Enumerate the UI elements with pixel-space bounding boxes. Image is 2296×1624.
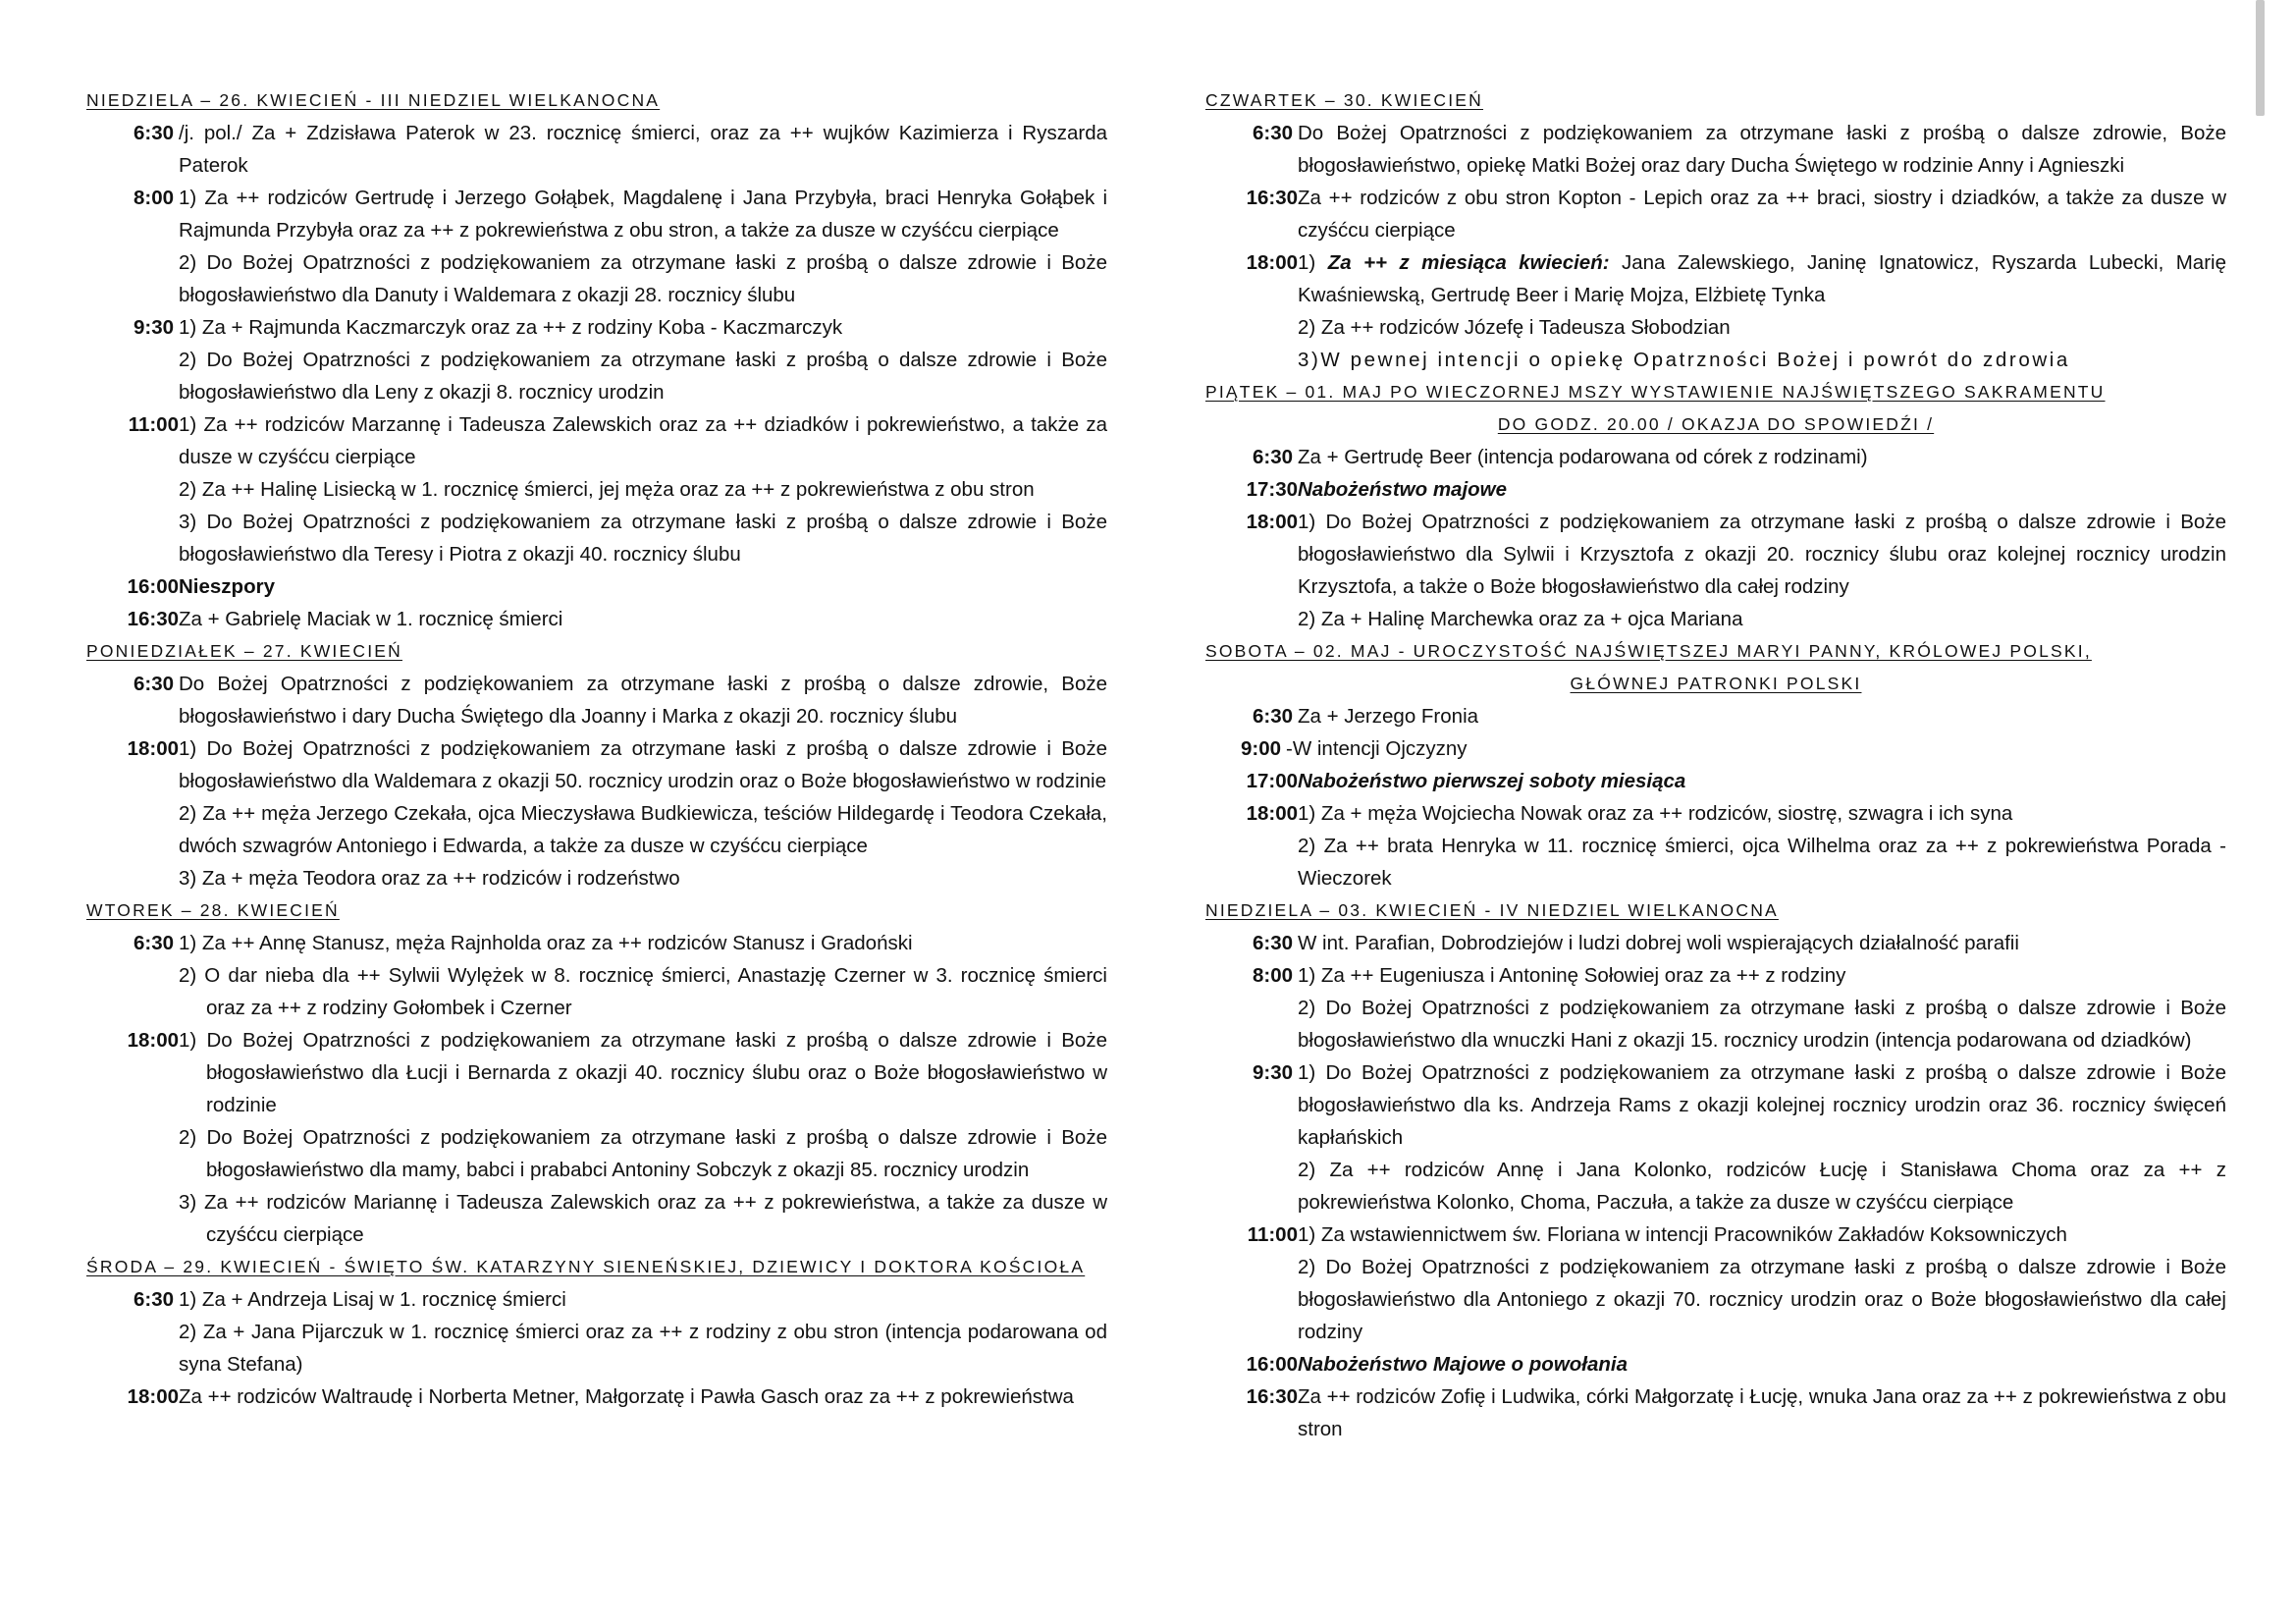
intention-text: 1) Za + męża Wojciecha Nowak oraz za ++ rodziców, siostrę, szwagra i ich syna: [1298, 802, 2013, 825]
mass-time-label: 18:00: [127, 737, 179, 760]
intention-text: 2) Do Bożej Opatrzności z podziękowaniem za otrzymane łaski z prośbą o dalsze zdrowie i Boże błogosławieństwo dla wnuczki Hani z okazji 15. rocznicy urodzin (intencja podarowana od dziadków): [1298, 997, 2226, 1052]
day-heading: ŚRODA – 29. KWIECIEŃ - ŚWIĘTO ŚW. KATARZYNY SIENEŃSKIEJ, DZIEWICY I DOKTORA KOŚCIOŁA: [86, 1257, 1086, 1276]
mass-time: [86, 570, 179, 603]
mass-time: [1205, 700, 1298, 732]
mass-time-label: 9:30: [1253, 1061, 1294, 1084]
intention-text: 1) Za + Rajmunda Kaczmarczyk oraz za ++ z rodziny Koba - Kaczmarczyk: [179, 316, 843, 339]
intentions: [1298, 765, 2226, 797]
intention-text: Za ++ rodziców z obu stron Kopton - Lepich oraz za ++ braci, siostry i dziadków, a także za dusze w czyśćcu cierpiące: [1298, 187, 2226, 242]
intentions: [179, 1283, 1107, 1380]
mass-time: [1205, 246, 1298, 279]
mass-entry: [1205, 927, 2226, 959]
intention-text: 1) Do Bożej Opatrzności z podziękowaniem za otrzymane łaski z prośbą o dalsze zdrowie i Boże błogosławieństwo dla Łucji i Bernarda z okazji 40. rocznicy ślubu oraz o Boże błogosławieństwo w rodzinie: [179, 1029, 1107, 1116]
intentions: [1298, 182, 2226, 246]
intention-text: [1298, 246, 2226, 311]
intention-text: W int. Parafian, Dobrodziejów i ludzi dobrej woli wspierających działalność parafii: [1298, 932, 2019, 954]
intention-text: 2) Do Bożej Opatrzności z podziękowaniem za otrzymane łaski z prośbą o dalsze zdrowie i Boże błogosławieństwo dla Danuty i Waldemara z okazji 28. rocznicy ślubu: [179, 251, 1107, 306]
intention-text: 3) Za + męża Teodora oraz za ++ rodziców i rodzeństwo: [179, 867, 680, 890]
day-heading: NIEDZIELA – 26. KWIECIEŃ - III NIEDZIEL WIELKANOCNA: [86, 90, 661, 110]
mass-time: [1205, 117, 1298, 149]
mass-time-label: 11:00: [1247, 1223, 1298, 1246]
intentions: [1298, 1056, 2226, 1218]
intention-text: 2) Za ++ brata Henryka w 11. rocznicę śmierci, ojca Wilhelma oraz za ++ z pokrewieństwa Porada - Wieczorek: [1298, 835, 2226, 890]
mass-time-label: 18:00: [127, 1029, 179, 1052]
intention-text: 2) Do Bożej Opatrzności z podziękowaniem za otrzymane łaski z prośbą o dalsze zdrowie i Boże błogosławieństwo dla Leny z okazji 8. rocznicy urodzin: [179, 349, 1107, 404]
intention-text: 1) Za wstawiennictwem św. Floriana w intencji Pracowników Zakładów Koksowniczych: [1298, 1223, 2067, 1246]
mass-time-label: 6:30: [133, 673, 175, 695]
intentions: [1298, 1348, 2226, 1380]
intention-text: Do Bożej Opatrzności z podziękowaniem za otrzymane łaski z prośbą o dalsze zdrowie, Boże błogosławieństwo, opiekę Matki Bożej oraz dary Ducha Świętego w rodzinie Anny i Agnieszki: [1298, 122, 2226, 177]
day-heading: PONIEDZIAŁEK – 27. KWIECIEŃ: [86, 641, 402, 661]
intention-text: -W intencji Ojczyzny: [1286, 737, 1468, 760]
mass-time: [86, 117, 179, 149]
mass-time: [1205, 1056, 1298, 1089]
mass-time: [1205, 1218, 1298, 1251]
mass-time: [1205, 927, 1298, 959]
left-column: [86, 84, 1107, 1413]
mass-time: [1205, 797, 1298, 830]
mass-time: [86, 1283, 179, 1316]
mass-entry: [1205, 473, 2226, 506]
day-heading: SOBOTA – 02. MAJ - UROCZYSTOŚĆ NAJŚWIĘTSZEJ MARYI PANNY, KRÓLOWEJ POLSKI,: [1205, 641, 2092, 661]
intentions: [179, 570, 1107, 603]
intentions: [1298, 246, 2226, 376]
intention-part: 1): [1298, 251, 1328, 274]
mass-entry: [1205, 1218, 2226, 1348]
intention-text: 3) Za ++ rodziców Mariannę i Tadeusza Zalewskich oraz za ++ z pokrewieństwa, a także za dusze w czyśćcu cierpiące: [179, 1191, 1107, 1246]
intention-text: 1) Do Bożej Opatrzności z podziękowaniem za otrzymane łaski z prośbą o dalsze zdrowie i Boże błogosławieństwo dla ks. Andrzeja Rams z okazji kolejnej rocznicy urodzin oraz 36. rocznicy święceń kapłańskich: [1298, 1061, 2226, 1149]
mass-time-label: 8:00: [1253, 964, 1294, 987]
mass-time-label: 18:00: [1246, 251, 1298, 274]
mass-time-label: 16:30: [127, 608, 179, 630]
mass-time-label: 17:00: [1246, 770, 1298, 792]
intentions: [179, 668, 1107, 732]
mass-entry: [1205, 732, 2226, 765]
day-heading: CZWARTEK – 30. KWIECIEŃ: [1205, 90, 1484, 110]
intention-text: Za + Gertrudę Beer (intencja podarowana od córek z rodzinami): [1298, 446, 1868, 468]
intentions: [179, 311, 1107, 408]
mass-entry: [1205, 1056, 2226, 1218]
intention-text: 2) O dar nieba dla ++ Sylwii Wylężek w 8. rocznicę śmierci, Anastazję Czerner w 3. rocznicę śmierci oraz za ++ z rodziny Gołombek i Czerner: [179, 964, 1107, 1019]
intentions: [1298, 117, 2226, 182]
intention-text: 2) Do Bożej Opatrzności z podziękowaniem za otrzymane łaski z prośbą o dalsze zdrowie i Boże błogosławieństwo dla mamy, babci i prababci Antoniny Sobczyk z okazji 85. rocznicy urodzin: [179, 1126, 1107, 1181]
service-name: Nabożeństwo Majowe o powołania: [1298, 1353, 1628, 1376]
intention-text: 3) Do Bożej Opatrzności z podziękowaniem za otrzymane łaski z prośbą o dalsze zdrowie i Boże błogosławieństwo dla Teresy i Piotra z okazji 40. rocznicy ślubu: [179, 511, 1107, 566]
mass-time-label: 16:30: [1246, 1385, 1298, 1408]
mass-time-label: 9:30: [133, 316, 175, 339]
intentions: [179, 603, 1107, 635]
intention-text: 2) Do Bożej Opatrzności z podziękowaniem za otrzymane łaski z prośbą o dalsze zdrowie i Boże błogosławieństwo dla Antoniego z okazji 70. rocznicy urodzin oraz o Boże błogosławieństwo dla całej rodziny: [1298, 1256, 2226, 1343]
day-heading: PIĄTEK – 01. MAJ PO WIECZORNEJ MSZY WYSTAWIENIE NAJŚWIĘTSZEGO SAKRAMENTU: [1205, 382, 2106, 402]
mass-entry: [86, 182, 1107, 311]
service-name: Nabożeństwo majowe: [1298, 478, 1508, 501]
mass-entry: [1205, 959, 2226, 1056]
intention-text: 1) Za + Andrzeja Lisaj w 1. rocznicę śmierci: [179, 1288, 566, 1311]
mass-time-label: 16:00: [1246, 1353, 1298, 1376]
mass-time: [86, 408, 179, 441]
intention-text: 2) Za + Halinę Marchewka oraz za + ojca Mariana: [1298, 608, 1743, 630]
mass-time-label: 6:30: [1253, 705, 1294, 728]
intention-text: 2) Za ++ męża Jerzego Czekała, ojca Mieczysława Budkiewicza, teściów Hildegardę i Teodora Czekała, dwóch szwagrów Antoniego i Edwarda, a także za dusze w czyśćcu cierpiące: [179, 802, 1107, 857]
intentions: [179, 1024, 1107, 1251]
mass-time: [86, 1380, 179, 1413]
service-name: Nabożeństwo pierwszej soboty miesiąca: [1298, 770, 1686, 792]
day-heading: DO GODZ. 20.00 / OKAZJA DO SPOWIEDŹI /: [1497, 414, 1935, 434]
intention-text: 2) Za ++ rodziców Józefę i Tadeusza Słobodzian: [1298, 316, 1731, 339]
intentions: [1298, 506, 2226, 635]
mass-time-label: 18:00: [1246, 802, 1298, 825]
mass-time-label: 6:30: [1253, 446, 1294, 468]
intentions: [1298, 473, 2226, 506]
mass-entry: [1205, 441, 2226, 473]
mass-time-label: 9:00: [1241, 737, 1282, 760]
mass-entry: [1205, 117, 2226, 182]
mass-time: [86, 668, 179, 700]
intention-text: Za + Gabrielę Maciak w 1. rocznicę śmierci: [179, 608, 563, 630]
intention-text: 2) Za + Jana Pijarczuk w 1. rocznicę śmierci oraz za ++ z rodziny z obu stron (intencja podarowana od syna Stefana): [179, 1321, 1107, 1376]
mass-entry: [1205, 765, 2226, 797]
mass-entry: [86, 311, 1107, 408]
mass-time-label: 18:00: [1246, 511, 1298, 533]
mass-time: [86, 927, 179, 959]
intentions: [179, 732, 1107, 894]
service-name: Nieszpory: [179, 575, 275, 598]
intention-text: 1) Do Bożej Opatrzności z podziękowaniem za otrzymane łaski z prośbą o dalsze zdrowie i Boże błogosławieństwo dla Sylwii i Krzysztofa z okazji 20. rocznicy ślubu oraz kolejnej rocznicy urodzin Krzysztofa, a także o Boże błogosławieństwo dla całej rodziny: [1298, 511, 2226, 598]
mass-entry: [86, 117, 1107, 182]
mass-entry: [86, 1024, 1107, 1251]
mass-time-label: 8:00: [133, 187, 175, 209]
intention-text: 3)W pewnej intencji o opiekę Opatrzności Bożej i powrót do zdrowia: [1298, 349, 2070, 371]
mass-entry: [86, 1380, 1107, 1413]
mass-time: [1205, 182, 1298, 214]
intention-text: Za ++ rodziców Waltraudę i Norberta Metner, Małgorzatę i Pawła Gasch oraz za ++ z pokrewieństwa: [179, 1385, 1074, 1408]
mass-time-label: 16:00: [127, 575, 179, 598]
right-column: [1205, 84, 2226, 1445]
mass-entry: [86, 732, 1107, 894]
mass-time-label: 17:30: [1246, 478, 1298, 501]
intentions: [1298, 1380, 2226, 1445]
day-heading: WTOREK – 28. KWIECIEŃ: [86, 900, 340, 920]
mass-time: [86, 311, 179, 344]
intentions: [1298, 797, 2226, 894]
mass-entry: [86, 570, 1107, 603]
mass-time: [1205, 732, 1286, 765]
mass-time: [86, 1024, 179, 1056]
mass-entry: [86, 408, 1107, 570]
intention-text: 1) Za ++ Eugeniusza i Antoninę Sołowiej oraz za ++ z rodziny: [1298, 964, 1846, 987]
intention-text: Za ++ rodziców Zofię i Ludwika, córki Małgorzatę i Łucję, wnuka Jana oraz za ++ z pokrewieństwa z obu stron: [1298, 1385, 2226, 1440]
intention-text: /j. pol./ Za + Zdzisława Paterok w 23. rocznicę śmierci, oraz za ++ wujków Kazimierza i Ryszarda Paterok: [179, 122, 1107, 177]
mass-time: [1205, 1380, 1298, 1413]
mass-entry: [1205, 182, 2226, 246]
intentions: [179, 927, 1107, 1024]
intentions: [179, 182, 1107, 311]
mass-time-label: 6:30: [1253, 122, 1294, 144]
mass-time-label: 11:00: [128, 413, 179, 436]
day-heading: GŁÓWNEJ PATRONKI POLSKI: [1570, 674, 1862, 693]
intention-text: 1) Za ++ rodziców Gertrudę i Jerzego Gołąbek, Magdalenę i Jana Przybyła, braci Henryka Gołąbek i Rajmunda Przybyła oraz za ++ z pokrewieństwa z obu stron, a także za dusze w czyśćcu cierpiące: [179, 187, 1107, 242]
mass-entry: [1205, 797, 2226, 894]
scrollbar[interactable]: [2256, 0, 2265, 116]
mass-entry: [86, 1283, 1107, 1380]
mass-time: [86, 182, 179, 214]
intentions: [179, 1380, 1107, 1413]
mass-time: [86, 603, 179, 635]
mass-entry: [86, 668, 1107, 732]
mass-time-label: 6:30: [133, 1288, 175, 1311]
intentions: [1298, 1218, 2226, 1348]
intention-text: 1) Do Bożej Opatrzności z podziękowaniem za otrzymane łaski z prośbą o dalsze zdrowie i Boże błogosławieństwo dla Waldemara z okazji 50. rocznicy urodzin oraz o Boże błogosławieństwo w rodzinie: [179, 737, 1107, 792]
mass-time: [1205, 1348, 1298, 1380]
intention-text: Do Bożej Opatrzności z podziękowaniem za otrzymane łaski z prośbą o dalsze zdrowie, Boże błogosławieństwo i dary Ducha Świętego dla Joanny i Marka z okazji 20. rocznicy ślubu: [179, 673, 1107, 728]
mass-entry: [86, 927, 1107, 1024]
intentions: [1286, 732, 2226, 765]
intentions: [1298, 959, 2226, 1056]
intention-text: 2) Za ++ rodziców Annę i Jana Kolonko, rodziców Łucję i Stanisława Choma oraz za ++ z pokrewieństwa Kolonko, Choma, Paczuła, a także za dusze w czyśćcu cierpiące: [1298, 1159, 2226, 1214]
mass-time: [1205, 473, 1298, 506]
intentions: [1298, 700, 2226, 732]
intentions: [1298, 441, 2226, 473]
day-heading: NIEDZIELA – 03. KWIECIEŃ - IV NIEDZIEL WIELKANOCNA: [1205, 900, 1779, 920]
mass-time-label: 18:00: [127, 1385, 179, 1408]
intention-part: Jana Zalewskiego, Janinę Ignatowicz, Ryszarda Lubecki, Marię Kwaśniewską, Gertrudę Beer i Marię Mojza, Elżbietę Tynka: [1298, 251, 2226, 306]
mass-entry: [1205, 246, 2226, 376]
intention-text: 1) Za ++ Annę Stanusz, męża Rajnholda oraz za ++ rodziców Stanusz i Gradoński: [179, 932, 913, 954]
intentions: [1298, 927, 2226, 959]
mass-time-label: 6:30: [133, 122, 175, 144]
mass-time-label: 6:30: [1253, 932, 1294, 954]
mass-time-label: 16:30: [1246, 187, 1298, 209]
mass-entry: [1205, 1380, 2226, 1445]
intention-text: 2) Za ++ Halinę Lisiecką w 1. rocznicę śmierci, jej męża oraz za ++ z pokrewieństwa z obu stron: [179, 478, 1035, 501]
intention-text: 1) Za ++ rodziców Marzannę i Tadeusza Zalewskich oraz za ++ dziadków i pokrewieństwo, a także za dusze w czyśćcu cierpiące: [179, 413, 1107, 468]
intentions: [179, 117, 1107, 182]
mass-time-label: 6:30: [133, 932, 175, 954]
intentions: [179, 408, 1107, 570]
intention-text: Za + Jerzego Fronia: [1298, 705, 1479, 728]
mass-time: [86, 732, 179, 765]
intention-emphasis: Za ++ z miesiąca kwiecień:: [1327, 251, 1610, 274]
mass-entry: [86, 603, 1107, 635]
mass-time: [1205, 765, 1298, 797]
mass-entry: [1205, 506, 2226, 635]
mass-time: [1205, 506, 1298, 538]
mass-time: [1205, 441, 1298, 473]
mass-time: [1205, 959, 1298, 992]
mass-entry: [1205, 1348, 2226, 1380]
mass-entry: [1205, 700, 2226, 732]
